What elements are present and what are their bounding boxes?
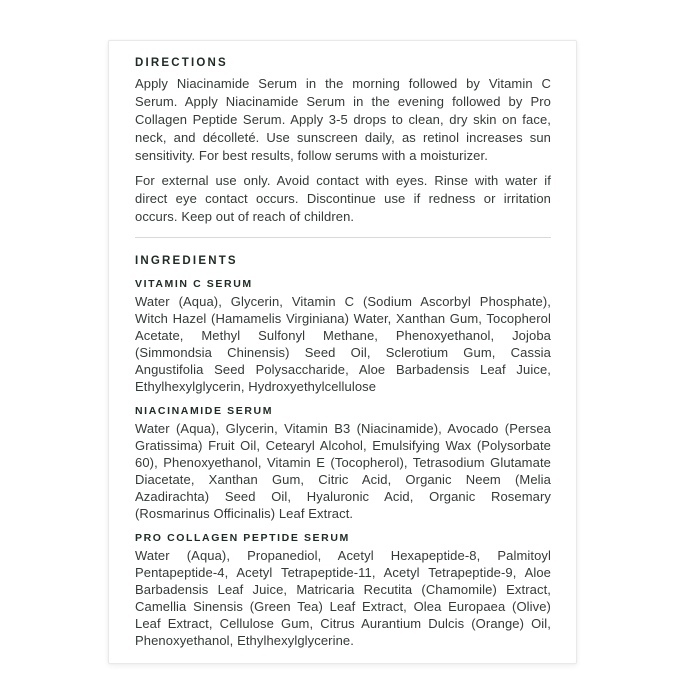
niacinamide-serum-ingredient-list: Water (Aqua), Glycerin, Vitamin B3 (Niacinamide), Avocado (Persea Gratissima) Fruit Oil, Cetearyl Alcohol, Emulsifying Wax (Polysorbate 60), Phenoxyethanol, Vitamin E (Tocopherol), Tetrasodium Glutamate Diacetate, Xanthan Gum, Citric Acid, Organic Neem (Melia Azadirachta) Seed Oil, Hyaluronic Acid, Organic Rosemary (Rosmarinus Officinalis) Leaf Extract. <box>135 421 551 521</box>
label-card <box>108 40 577 664</box>
section-divider <box>135 237 551 238</box>
pro-collagen-peptide-serum-ingredient-list: Water (Aqua), Propanediol, Acetyl Hexapeptide-8, Palmitoyl Pentapeptide-4, Acetyl Tetrapeptide-11, Acetyl Tetrapeptide-9, Aloe Barbadensis Leaf Juice, Matricaria Recutita (Chamomile) Extract, Camellia Sinensis (Green Tea) Leaf Extract, Olea Europaea (Olive) Leaf Extract, Cellulose Gum, Citrus Aurantium Dulcis (Orange) Oil, Phenoxyethanol, Ethylhexylglycerine. <box>135 548 551 648</box>
niacinamide-serum-heading: NIACINAMIDE SERUM <box>135 405 274 417</box>
ingredients-heading: INGREDIENTS <box>135 255 238 267</box>
directions-warning-paragraph: For external use only. Avoid contact with eyes. Rinse with water if direct eye contact occurs. Discontinue use if redness or irritation occurs. Keep out of reach of children. <box>135 173 551 224</box>
pro-collagen-peptide-serum-heading: PRO COLLAGEN PEPTIDE SERUM <box>135 532 350 544</box>
directions-usage-paragraph: Apply Niacinamide Serum in the morning followed by Vitamin C Serum. Apply Niacinamide Serum in the evening followed by Pro Collagen Peptide Serum. Apply 3-5 drops to clean, dry skin on face, neck, and décolleté. Use sunscreen daily, as retinol increases sun sensitivity. For best results, follow serums with a moisturizer. <box>135 76 551 163</box>
vitamin-c-serum-ingredient-list: Water (Aqua), Glycerin, Vitamin C (Sodium Ascorbyl Phosphate), Witch Hazel (Hamamelis Virginiana) Water, Xanthan Gum, Tocopherol Acetate, Methyl Sulfonyl Methane, Phenoxyethanol, Jojoba (Simmondsia Chinensis) Seed Oil, Sclerotium Gum, Cassia Angustifolia Seed Polysaccharide, Aloe Barbadensis Leaf Juice, Ethylhexylglycerin, Hydroxyethylcellulose <box>135 294 551 394</box>
vitamin-c-serum-heading: VITAMIN C SERUM <box>135 278 253 290</box>
directions-heading: DIRECTIONS <box>135 57 228 69</box>
